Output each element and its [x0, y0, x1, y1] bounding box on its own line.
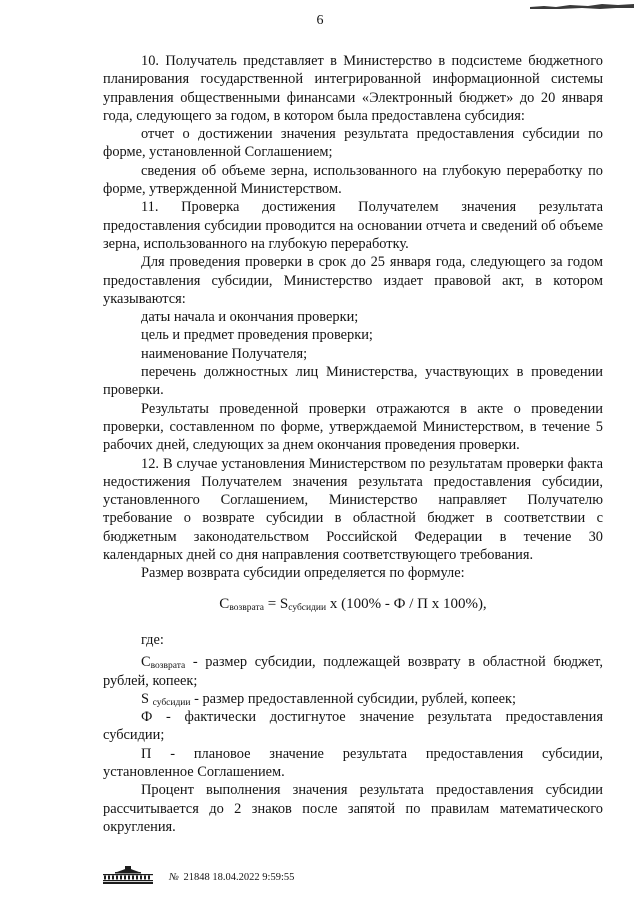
formula-s-sub: субсидии: [288, 602, 327, 613]
formula-rest: x (100% - Ф / П x 100%),: [326, 595, 487, 612]
paragraph-11-item-recipient: наименование Получателя;: [141, 345, 308, 362]
definition-f: Ф - фактически достигнутое значение результата предоставления субсидии;: [103, 709, 603, 744]
formula-c-sub: возврата: [229, 602, 264, 613]
footer-timestamp: 18.04.2022 9:59:55: [212, 872, 295, 883]
paragraph-10-item-grain: сведения об объеме зерна, использованного на глубокую переработку по форме, утвержденной Министерством.: [103, 162, 603, 198]
footer-doc-number: 21848: [183, 872, 210, 883]
paragraph-11-item-goal: цель и предмет проведения проверки;: [141, 327, 373, 344]
formula-s-letter: S: [279, 595, 289, 612]
refund-formula: [103, 595, 603, 613]
definition-s-letter: S: [141, 690, 150, 707]
definition-c-text: - размер субсидии, подлежащей возврату в областной бюджет, рублей, копеек;: [103, 654, 603, 689]
document-footer: [103, 866, 294, 884]
definition-s-sub: субсидии: [152, 697, 191, 708]
paragraph-10: 10. Получатель представляет в Министерство в подсистеме бюджетного планирования государственной интегрированной информационной системы управления общественными финансами «Электронный бюджет» до 20 января года, следующего за годом, в котором была предоставлена субсидия:: [103, 53, 603, 124]
formula-c-letter: C: [219, 595, 230, 612]
definition-s: [103, 690, 603, 708]
page-number: 6: [316, 13, 324, 28]
footer-number-symbol: №: [169, 872, 179, 883]
footer-registration: [169, 872, 294, 884]
paragraph-11-check: Для проведения проверки в срок до 25 января года, следующего за годом предоставления субсидии, Министерство издает правовой акт, в котором указываются:: [103, 254, 603, 307]
definition-c: [103, 653, 603, 690]
paragraph-12-formula-intro: Размер возврата субсидии определяется по формуле:: [141, 565, 465, 582]
where-label: где:: [141, 631, 164, 648]
document-body: [103, 52, 603, 836]
building-logo-icon: [103, 866, 153, 884]
formula-eq: =: [263, 595, 280, 612]
scan-artifact-mark: [530, 2, 634, 10]
paragraph-11-item-dates: даты начала и окончания проверки;: [141, 309, 359, 326]
paragraph-11-results: Результаты проведенной проверки отражаются в акте о проведении проверки, составленном по форме, утверждаемой Министерством, в течение 5 рабочих дней, следующих за днем окончания проведения проверки.: [103, 400, 603, 454]
paragraph-10-item-report: отчет о достижении значения результата предоставления субсидии по форме, установленной Соглашением;: [103, 126, 603, 161]
definition-c-letter: C: [141, 654, 151, 671]
paragraph-11-item-officials: перечень должностных лиц Министерства, участвующих в проведении проверки.: [103, 364, 603, 399]
paragraph-12: 12. В случае установления Министерством по результатам проверки факта недостижения Получателем значения результата предоставления субсидии, установленного Соглашением, Министерство направляет Получателю требование о возврате субсидии в областной бюджет в соответствии с бюджетным законодательством Российской Федерации в течение 30 календарных дней со дня направления соответствующего требования.: [103, 455, 603, 564]
definition-percent: Процент выполнения значения результата предоставления субсидии рассчитывается до 2 знаков после запятой по правилам математического округления.: [103, 782, 603, 835]
definition-p: П - плановое значение результата предоставления субсидии, установленное Соглашением.: [103, 745, 603, 780]
definition-s-text: - размер предоставленной субсидии, рублей, копеек;: [190, 690, 516, 707]
definition-c-sub: возврата: [150, 661, 186, 672]
paragraph-11: 11. Проверка достижения Получателем значения результата предоставления субсидии проводится на основании отчета и сведений об объеме зерна, использованного на глубокую переработку.: [103, 199, 603, 252]
